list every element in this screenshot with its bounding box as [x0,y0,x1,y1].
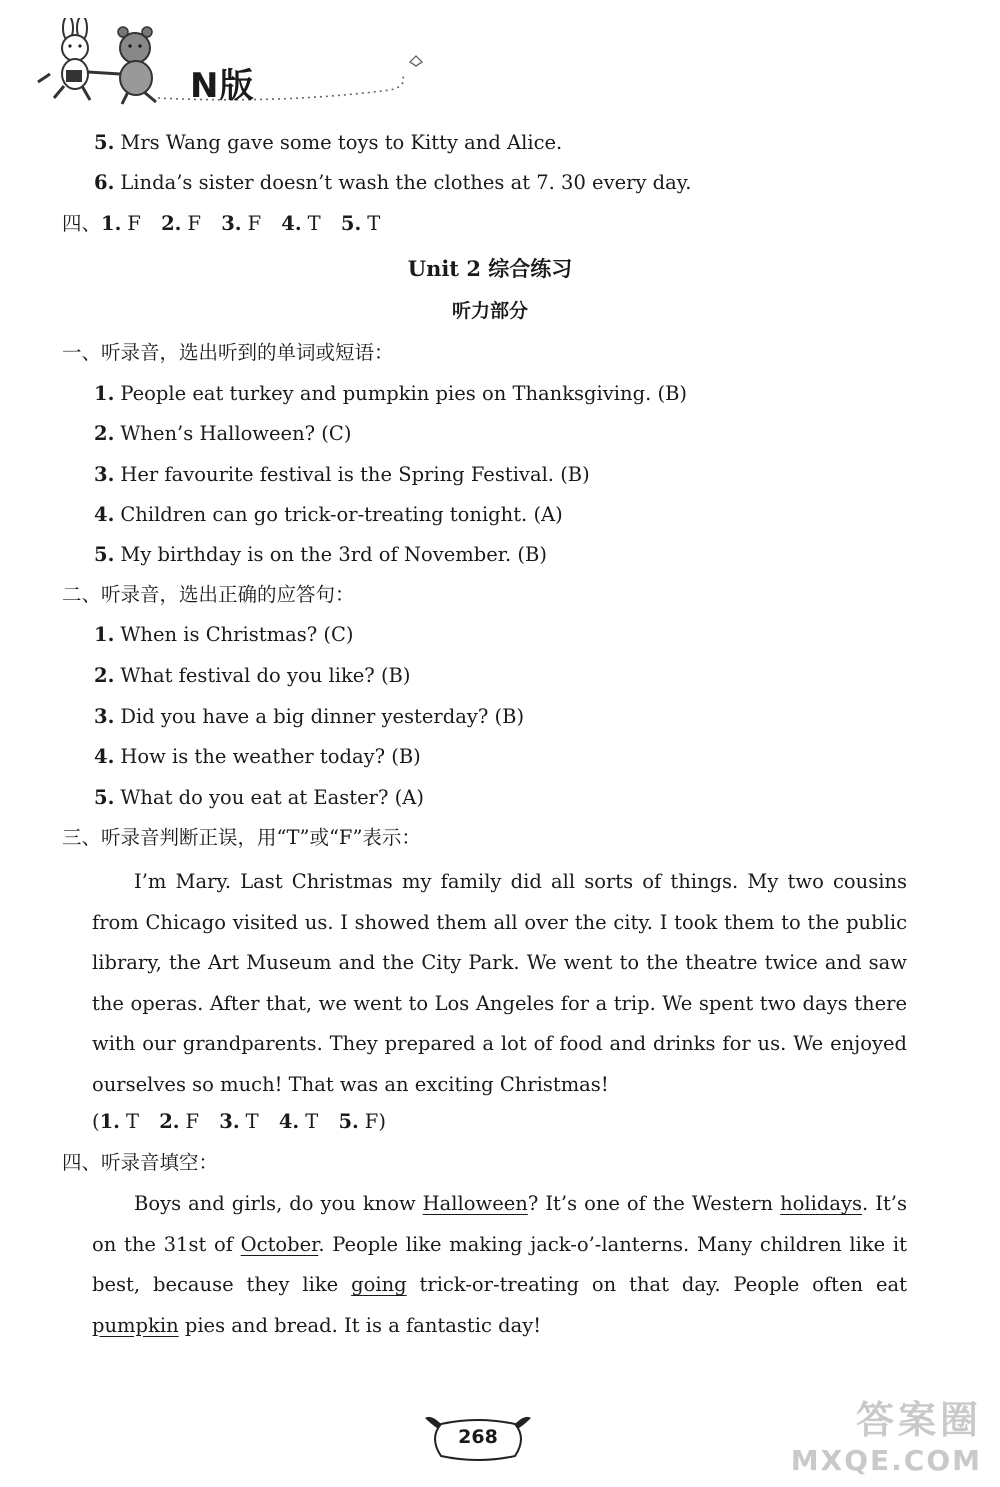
list-item: 4. How is the weather today? (B) [94,745,421,768]
list-item: 5. Mrs Wang gave some toys to Kitty and Alice. [94,131,563,154]
edition-title: N版 [190,66,255,106]
list-item: 5. What do you eat at Easter? (A) [94,786,424,809]
site-watermark: 答案圈 MXQE.COM [790,1398,982,1477]
page-number: 268 [458,1426,498,1448]
answer-row: (1. T 2. F 3. T 4. T 5. F) [92,1110,386,1133]
answer-blank: going [351,1273,407,1296]
section-heading: 三、听录音判断正误，用“T”或“F”表示： [62,826,421,849]
section-heading: 二、听录音，选出正确的应答句： [62,583,355,606]
listening-passage: I’m Mary. Last Christmas my family did all sorts of things. My two cousins from Chicago visited us. I showed them all over the city. I took them to the public library, the Art Museum and the City Park. We went to the theatre twice and saw the operas. After that, we went to Los Angeles for a trip. We spent two days there with our grandparents. They prepared a lot of food and drinks for us. We enjoyed ourselves so much! That was an exciting Christmas! [92,870,907,1096]
answer-blank: October [240,1232,319,1256]
unit-title: Unit 2 综合练习 [407,256,573,281]
answer-row: 四、1. F 2. F 3. F 4. T 5. T [62,212,381,235]
list-item: 3. Her favourite festival is the Spring Festival. (B) [94,463,590,486]
section-heading: 四、听录音填空： [62,1151,219,1174]
list-item: 5. My birthday is on the 3rd of November. (B) [94,543,547,566]
answer-blank: holidays [780,1192,863,1215]
section-title: 听力部分 [451,300,528,322]
list-item: 4. Children can go trick-or-treating tonight. (A) [94,503,563,526]
fill-in-passage: Boys and girls, do you know Halloween? It’s one of the Western holidays. It’s on the 31st of October. People like making jack-o’-lanterns. Many children like it best, because they like going trick-or-treating on that day. People often eat pumpkin pies and bread. It is a fantastic day! [92,1192,907,1337]
section-heading: 一、听录音，选出听到的单词或短语： [62,341,394,364]
list-item: 2. What festival do you like? (B) [94,664,411,687]
list-item: 1. When is Christmas? (C) [94,623,354,646]
answer-blank: Halloween [422,1192,528,1215]
answer-blank: pumpkin [92,1313,179,1337]
list-item: 6. Linda’s sister doesn’t wash the clothes at 7. 30 every day. [94,171,692,194]
list-item: 2. When’s Halloween? (C) [94,422,352,445]
list-item: 3. Did you have a big dinner yesterday? (B) [94,705,525,728]
page-header [30,18,450,108]
list-item: 1. People eat turkey and pumpkin pies on Thanksgiving. (B) [94,382,688,405]
page-number-badge [423,1410,533,1466]
